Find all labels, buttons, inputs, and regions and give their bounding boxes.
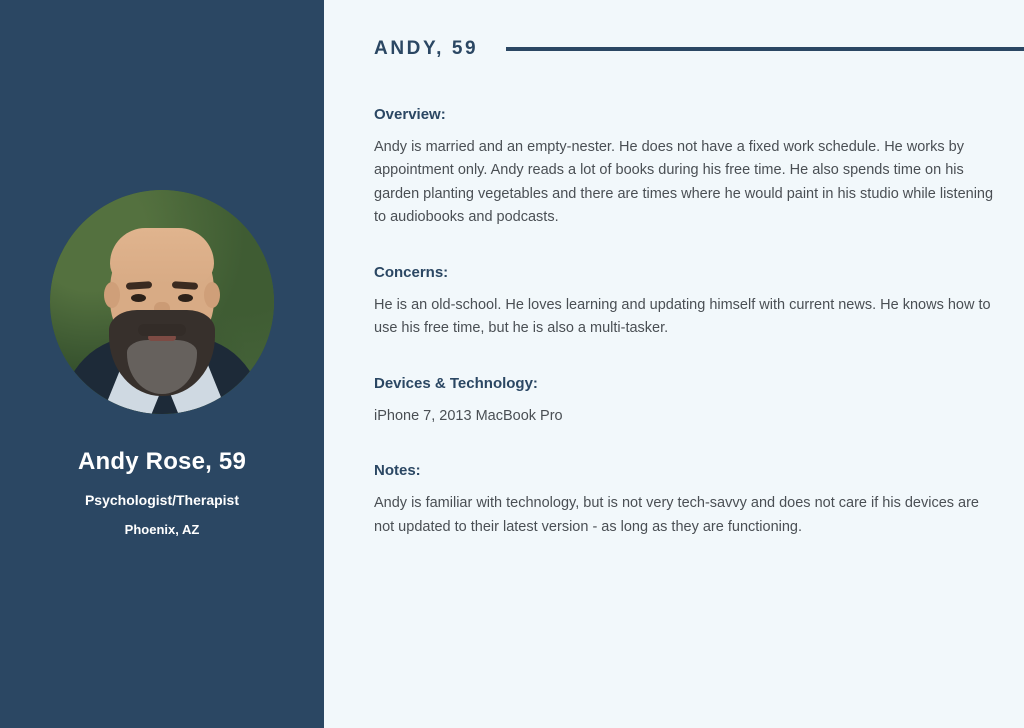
section-heading-notes: Notes: — [374, 462, 421, 480]
section-heading-devices-technology: Devices & Technology: — [374, 374, 538, 392]
photo-ear-left — [104, 282, 120, 308]
photo-moustache — [138, 324, 186, 336]
photo-eye-right — [178, 294, 193, 302]
person-role: Psychologist/Therapist — [84, 492, 240, 508]
section-body-concerns: He is an old-school. He loves learning and updating himself with current news. He knows how to use his free time, but he is also a multi-tasker. — [374, 296, 991, 337]
section-body-notes: Andy is familiar with technology, but is not very tech-savvy and does not care if his devices are not updated to their latest version - as long as they are functioning. — [374, 495, 979, 535]
avatar — [50, 190, 274, 414]
section-concerns — [324, 264, 1024, 341]
person-location: Phoenix, AZ — [124, 522, 200, 537]
persona-sidebar — [0, 0, 324, 728]
avatar-photo — [50, 190, 274, 414]
title-divider — [506, 47, 1024, 51]
photo-ear-right — [204, 282, 220, 308]
person-name: Andy Rose, 59 — [78, 448, 246, 475]
section-body-overview: Andy is married and an empty-nester. He does not have a fixed work schedule. He works by appointment only. Andy reads a lot of books during his free time. He also spends time on his garden planting vegetables and there are times where he would paint in his studio while listening to audiobooks and podcasts. — [374, 139, 994, 226]
section-devices-technology — [324, 375, 1024, 428]
section-heading-overview: Overview: — [374, 106, 446, 123]
section-body-devices-technology: iPhone 7, 2013 MacBook Pro — [374, 407, 563, 424]
section-overview — [324, 106, 1024, 230]
photo-eye-left — [131, 294, 146, 302]
photo-scalp — [110, 228, 214, 284]
page-title: ANDY, 59 — [374, 38, 479, 59]
page-title-row — [324, 38, 1024, 60]
persona-content — [324, 0, 1024, 728]
section-heading-concerns: Concerns: — [374, 263, 449, 281]
section-notes — [324, 462, 1024, 539]
